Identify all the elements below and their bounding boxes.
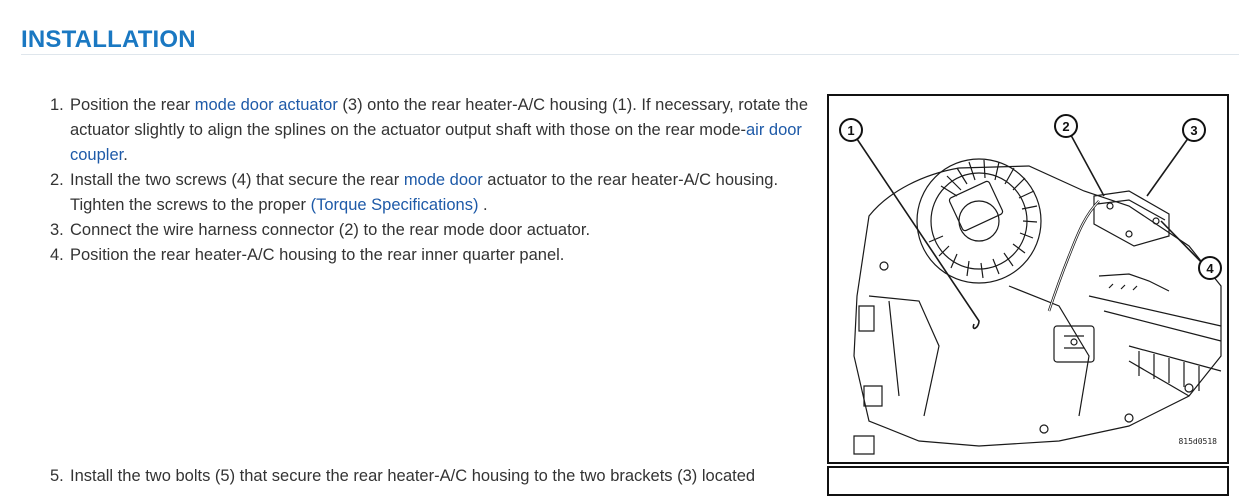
step-text: Connect the wire harness connector (2) to the rear mode door actuator. xyxy=(70,221,591,239)
section-heading: INSTALLATION xyxy=(21,26,196,53)
step-text: (3) onto the rear heater-A/C housing (1). If necessary, rotate the actuator slightly to align the splines on the actuator output shaft with those on the rear mode- xyxy=(70,96,809,139)
actuator-installation-figure xyxy=(827,94,1229,464)
torque-specifications-link[interactable]: (Torque Specifications) xyxy=(310,196,479,214)
step-3 xyxy=(50,218,820,243)
step-text: Position the rear heater-A/C housing to the rear inner quarter panel. xyxy=(70,246,565,264)
heading-divider xyxy=(21,54,1239,55)
step-text: . xyxy=(478,196,488,214)
callout-4-label: 4 xyxy=(1206,261,1214,276)
step-number: 2. xyxy=(50,171,64,189)
line-drawing xyxy=(829,96,1227,462)
installation-steps xyxy=(50,93,820,489)
callout-2 xyxy=(1055,115,1077,137)
step-text: . xyxy=(123,146,128,164)
figure-code: 815d0518 xyxy=(1178,437,1217,446)
step-5 xyxy=(50,464,820,489)
callout-3-label: 3 xyxy=(1190,123,1198,138)
callout-3 xyxy=(1183,119,1205,141)
step-text: Install the two screws (4) that secure the rear xyxy=(70,171,404,189)
step-number: 5. xyxy=(50,467,64,485)
next-figure-frame xyxy=(827,466,1229,496)
step-1 xyxy=(50,93,820,168)
step-text: Install the two bolts (5) that secure the rear heater-A/C housing to the two brackets (3) located xyxy=(70,467,756,485)
callout-4 xyxy=(1199,257,1221,279)
step-text: actuator to the rear heater-A/C housing. Tighten the screws to the proper xyxy=(70,171,779,214)
step-2 xyxy=(50,168,820,218)
mode-door-link[interactable]: mode door xyxy=(403,171,483,189)
step-text: Position the rear xyxy=(70,96,195,114)
step-number: 4. xyxy=(50,246,64,264)
callout-2-label: 2 xyxy=(1062,119,1070,134)
callout-1-label: 1 xyxy=(847,123,855,138)
mode-door-actuator-link[interactable]: mode door actuator xyxy=(194,96,338,114)
air-door-coupler-link[interactable]: air door coupler xyxy=(70,121,802,164)
callout-1 xyxy=(840,119,862,141)
step-number: 3. xyxy=(50,221,64,239)
step-4 xyxy=(50,243,820,268)
step-number: 1. xyxy=(50,96,64,114)
